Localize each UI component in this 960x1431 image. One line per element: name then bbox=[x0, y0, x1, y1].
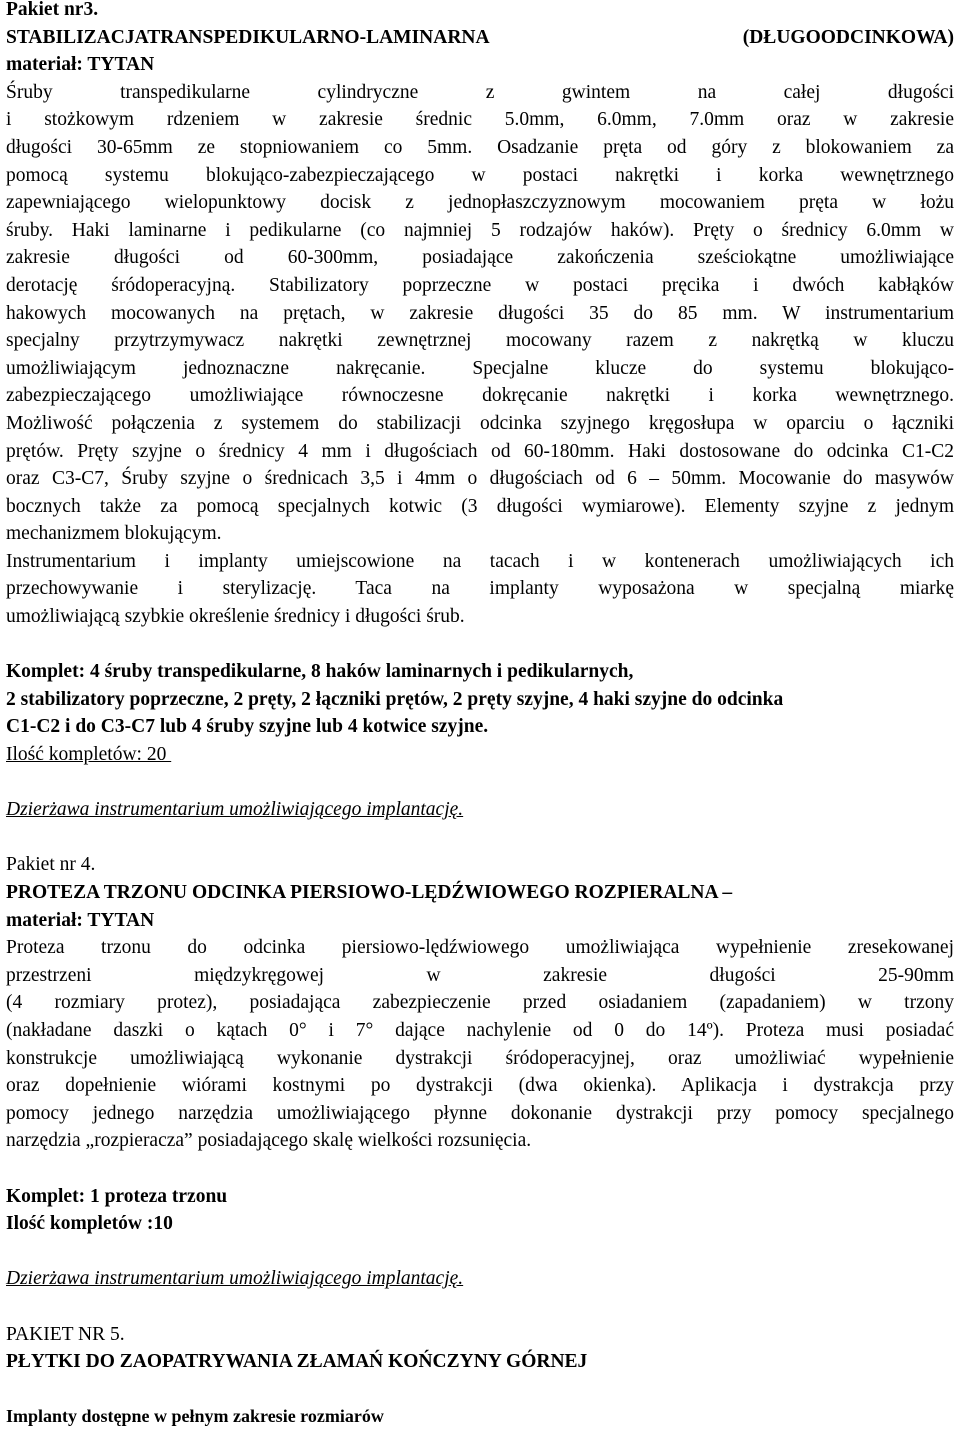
text-line: oraz dopełnienie wiórami kostnymi po dystrakcji (dwa okienka). Aplikacja i dystrakcja przy bbox=[6, 1075, 954, 1097]
package-5-heading-text: PAKIET NR 5. bbox=[6, 1323, 130, 1345]
text-line: zabezpieczającego umożliwiające równoczesne dokręcanie nakrętki i korka wewnętrznego. bbox=[6, 385, 954, 407]
text-line: 2 stabilizatory poprzeczne, 2 pręty, 2 łączniki prętów, 2 pręty szyjne, 4 haki szyjne do odcinka bbox=[6, 688, 784, 710]
package-3-lease-note: Dzierżawa instrumentarium umożliwiającego implantację. bbox=[6, 799, 464, 821]
text-line: umożliwiającą szybkie określenie średnicy i długości śrub. bbox=[6, 606, 465, 628]
package-4-material: materiał: TYTAN bbox=[6, 909, 155, 931]
text-line: bocznych także za pomocą specjalnych kotwic (3 długości wymiarowe). Elementy szyjne z jednym bbox=[6, 495, 954, 517]
text-line: Proteza trzonu do odcinka piersiowo-lędźwiowego umożliwiająca wypełnienie zresekowanej bbox=[6, 937, 954, 959]
package-4-lease-note: Dzierżawa instrumentarium umożliwiającego implantację. bbox=[6, 1268, 464, 1290]
package-4-title: PROTEZA TRZONU ODCINKA PIERSIOWO-LĘDŹWIOWEGO ROZPIERALNA – bbox=[6, 882, 733, 903]
package-4-description bbox=[6, 934, 954, 1155]
text-line: specjalny przytrzymywacz nakrętki zewnętrznej mocowany razem z nakrętką w kluczu bbox=[6, 330, 954, 352]
text-line: zapewniającego wielopunktowy docisk z jednopłaszczyznowym mocowaniem pręta w łożu bbox=[6, 192, 954, 214]
package-3-title bbox=[6, 24, 954, 52]
text-line: derotację śródoperacyjną. Stabilizatory poprzeczne w postaci pręcika i dwóch kabłąków bbox=[6, 274, 954, 296]
package-3-title-right: (DŁUGOODCINKOWA) bbox=[742, 26, 954, 48]
text-line: zakresie długości od 60-300mm, posiadające zakończenia sześciokątne umożliwiające bbox=[6, 247, 954, 269]
package-5-implants-note: Implanty dostępne w pełnym zakresie rozmiarów bbox=[6, 1406, 384, 1427]
package-3-quantity: Ilość kompletów: 20 bbox=[6, 744, 172, 766]
text-line: konstrukcje umożliwiającą wykonanie dystrakcji śródoperacyjnej, oraz umożliwiać wypełnienie bbox=[6, 1047, 954, 1069]
text-line: oraz C3-C7, Śruby szyjne o średnicach 3,5 i 4mm o długościach od 6 – 50mm. Mocowanie do masywów bbox=[6, 468, 954, 490]
package-4-quantity: Ilość kompletów :10 bbox=[6, 1213, 173, 1235]
text-line: przechowywanie i sterylizację. Taca na implanty wyposażona w specjalną miarkę bbox=[6, 578, 954, 600]
text-line: Śruby transpedikularne cylindryczne z gwintem na całej długości bbox=[6, 81, 954, 103]
text-line: długości 30-65mm ze stopniowaniem co 5mm. Osadzanie pręta od góry z blokowaniem za bbox=[6, 136, 954, 158]
package-4-komplet: Komplet: 1 proteza trzonu bbox=[6, 1185, 228, 1207]
text-line: narzędzia „rozpieracza” posiadającego skalę wielkości rozsunięcia. bbox=[6, 1130, 532, 1152]
text-line: hakowych mocowanych na prętach, w zakresie długości 35 do 85 mm. W instrumentarium bbox=[6, 302, 954, 324]
package-3-title-left: STABILIZACJATRANSPEDIKULARNO-LAMINARNA bbox=[6, 26, 490, 48]
text-line: umożliwiającym jednoznaczne nakręcanie. Specjalne klucze do systemu blokująco- bbox=[6, 357, 954, 379]
text-line: (nakładane daszki o kątach 0° i 7° dające nachylenie od 0 do 14º). Proteza musi posiadać bbox=[6, 1019, 954, 1041]
text-line: pomocą systemu blokująco-zabezpieczającego w postaci nakrętki i korka wewnętrznego bbox=[6, 164, 954, 186]
package-3-heading: Pakiet nr3. bbox=[6, 0, 99, 20]
text-line: i stożkowym rdzeniem w zakresie średnic 5.0mm, 6.0mm, 7.0mm oraz w zakresie bbox=[6, 109, 954, 131]
text-line: Komplet: 4 śruby transpedikularne, 8 haków laminarnych i pedikularnych, bbox=[6, 661, 634, 683]
text-line: C1-C2 i do C3-C7 lub 4 śruby szyjne lub 4 kotwice szyjne. bbox=[6, 716, 489, 738]
text-line: Możliwość połączenia z systemem do stabilizacji odcinka szyjnego kręgosłupa w oparciu o łączniki bbox=[6, 412, 954, 434]
text-line: (4 rozmiary protez), posiadająca zabezpieczenie przed osiadaniem (zapadaniem) w trzony bbox=[6, 992, 954, 1014]
package-3-instrumentarium bbox=[6, 548, 954, 631]
package-5-title: PŁYTKI DO ZAOPATRYWANIA ZŁAMAŃ KOŃCZYNY GÓRNEJ bbox=[6, 1351, 588, 1373]
text-line: mechanizmem blokującym. bbox=[6, 523, 222, 545]
text-line: przestrzeni międzykręgowej w zakresie długości 25-90mm bbox=[6, 964, 954, 986]
text-line: śruby. Haki laminarne i pedikularne (co najmniej 5 rodzajów haków). Pręty o średnicy 6.0mm w bbox=[6, 219, 954, 241]
package-3-material: materiał: TYTAN bbox=[6, 54, 155, 76]
package-5-heading bbox=[6, 1321, 954, 1349]
text-line: pomocy jednego narzędzia umożliwiającego płynne dokonanie dystrakcji przy pomocy specjalnego bbox=[6, 1102, 954, 1124]
package-4-heading: Pakiet nr 4. bbox=[6, 854, 96, 876]
text-line: Instrumentarium i implanty umiejscowione na tacach i w kontenerach umożliwiających ich bbox=[6, 550, 954, 572]
package-3-description bbox=[6, 79, 954, 548]
text-line: prętów. Pręty szyjne o średnicy 4 mm i długościach od 60-180mm. Haki dostosowane do odcinka C1-C2 bbox=[6, 440, 954, 462]
package-3-komplet bbox=[6, 658, 954, 741]
